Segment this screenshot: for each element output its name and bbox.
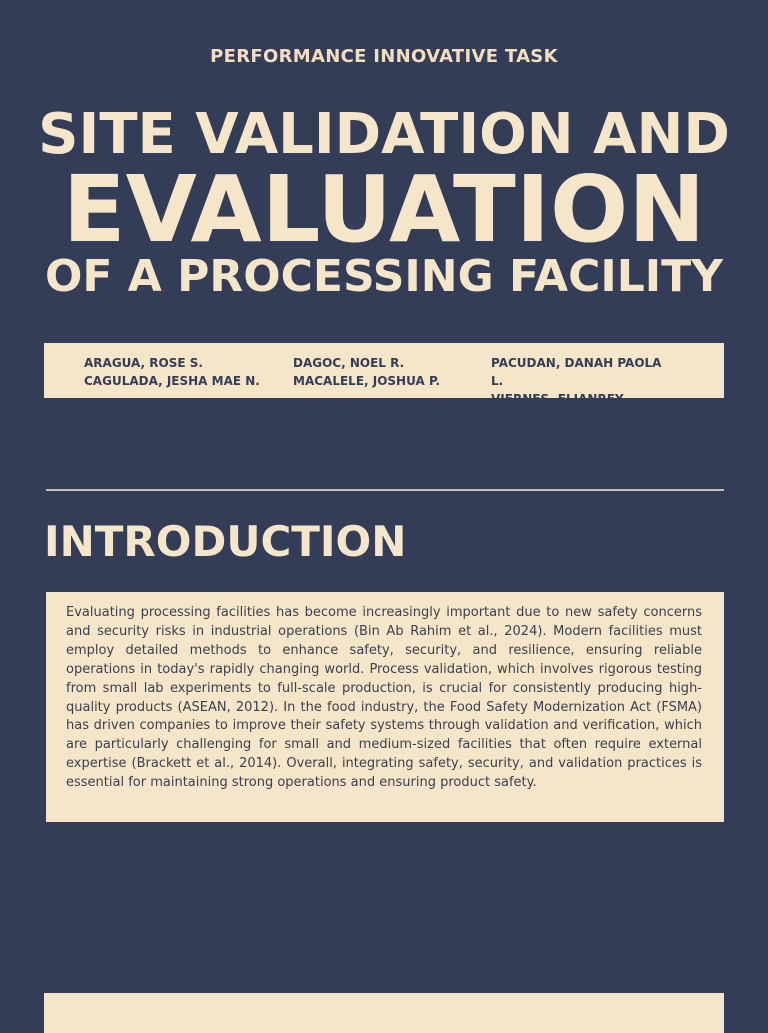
author-name: VIERNES, ELIANREY (491, 392, 624, 406)
authors-box (44, 343, 724, 406)
author-name: PACUDAN, DANAH PAOLA L. (491, 356, 662, 388)
title-line-1: SITE VALIDATION AND (38, 102, 730, 167)
author-name: CAGULADA, JESHA MAE N. (84, 374, 260, 388)
title-line-3: OF A PROCESSING FACILITY (44, 251, 724, 302)
introduction-body: Evaluating processing facilities has become increasingly important due to new safety concerns and security risks in industrial operations (Bin Ab Rahim et al., 2024). Modern facilities must employ detailed methods to enhance safety, security, and resilience, ensuring reliable operations in today's rapidly changing world. Process validation, which involves rigorous testing from small lab experiments to full-scale production, is crucial for consistently producing high-quality products (ASEAN, 2012). In the food industry, the Food Safety Modernization Act (FSMA) has driven companies to improve their safety systems through validation and verification, which are particularly challenging for small and medium-sized facilities that often require external expertise (Brackett et al., 2014). Overall, integrating safety, security, and validation practices is essential for maintaining strong operations and ensuring product safety. (66, 605, 702, 791)
author-name: DAGOC, NOEL R. (293, 356, 405, 370)
author-name: ARAGUA, ROSE S. (84, 356, 203, 370)
introduction-box (46, 592, 724, 822)
section-divider (46, 489, 724, 491)
title-line-2: EVALUATION (62, 156, 706, 263)
authors-column-2 (293, 354, 483, 390)
author-name: MACALELE, JOSHUA P. (293, 374, 441, 388)
poster-kicker: PERFORMANCE INNOVATIVE TASK (210, 46, 558, 67)
authors-column-1 (84, 354, 274, 390)
next-section-box (44, 993, 724, 1033)
introduction-heading: INTRODUCTION (44, 517, 407, 566)
authors-column-3 (491, 354, 671, 408)
